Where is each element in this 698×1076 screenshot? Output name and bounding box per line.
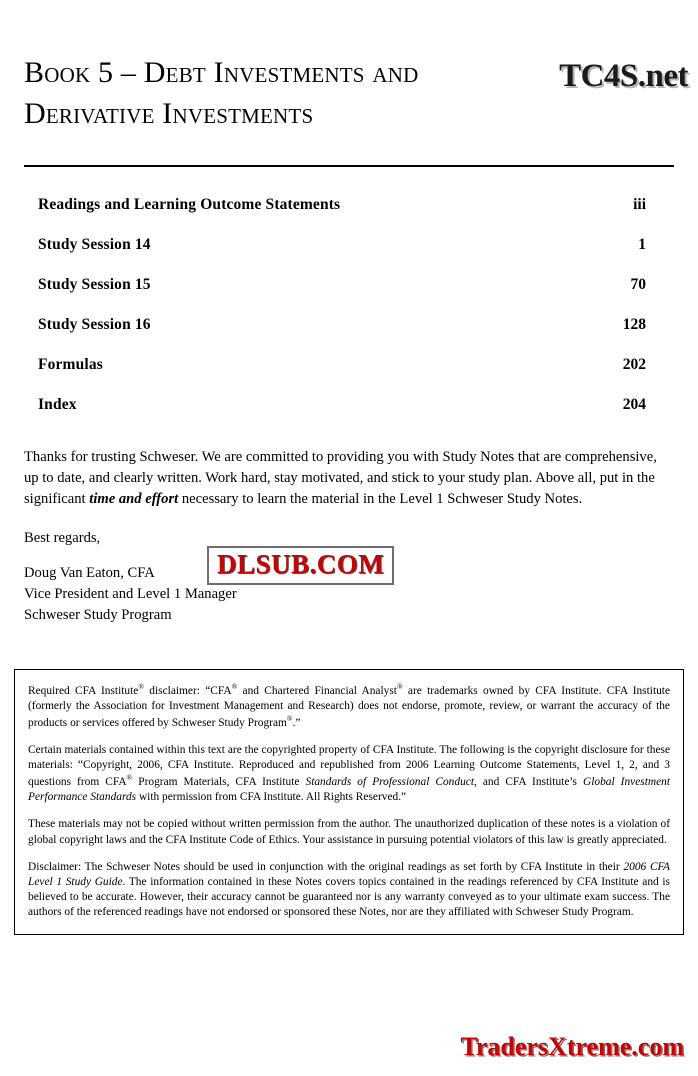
watermark-center: DLSUB.COM xyxy=(207,546,394,585)
disclaimer-p2-a: Certain materials contained within this text are the copyrighted property of CFA Institute. The following is the copyright disclosure for these materials: “Copyright, 2006, CFA Institute. Reproduced and republished from 2006 Learning Outcome Statements, Level 1, 2, and 3 questions from CFA xyxy=(28,744,670,789)
toc-row[interactable] xyxy=(38,225,660,265)
toc-page-number: 204 xyxy=(622,395,646,413)
toc-page-number: 70 xyxy=(630,275,646,293)
toc-page-number: 1 xyxy=(638,235,646,253)
toc-label: Study Session 15 xyxy=(38,275,151,293)
toc-row[interactable] xyxy=(38,185,660,225)
disclaimer-paragraph-4 xyxy=(28,860,670,921)
disclaimer-p2-f: with permission from CFA Institute. All Rights Reserved.” xyxy=(136,791,407,804)
watermark-top-right: TC4S.net xyxy=(559,58,688,94)
disclaimer-p1-a: Required CFA Institute xyxy=(28,684,139,697)
registered-mark-icon: ® xyxy=(231,682,238,691)
signature-organization: Schweser Study Program xyxy=(24,606,172,623)
toc-row[interactable] xyxy=(38,345,660,385)
letter-paragraph-part-2: necessary to learn the material in the Level 1 Schweser Study Notes. xyxy=(178,491,583,508)
disclaimer-p4-b: 2006 CFA Level 1 Study Guide xyxy=(28,860,670,888)
registered-mark-icon: ® xyxy=(396,682,403,691)
disclaimer-p2-d: , and CFA Institute’s xyxy=(473,776,583,789)
letter-paragraph-part-1: Thanks for trusting Schweser. We are committed to providing you with Study Notes that are comprehensive, up to date, and clearly written. Work hard, stay motivated, and stick to your study plan. Above all, put in the significant xyxy=(24,448,657,508)
registered-mark-icon: ® xyxy=(138,682,145,691)
toc-label: Study Session 14 xyxy=(38,235,151,253)
page-title-line-2: Derivative Investments xyxy=(24,97,314,131)
toc-label: Readings and Learning Outcome Statements xyxy=(38,195,341,213)
toc-page-number: 128 xyxy=(622,315,646,333)
toc-row[interactable] xyxy=(38,305,660,345)
signature-name: Doug Van Eaton, CFA xyxy=(24,565,155,582)
toc-label: Formulas xyxy=(38,355,103,373)
document-page xyxy=(0,52,698,1076)
signature-title: Vice President and Level 1 Manager xyxy=(24,585,237,602)
letter-paragraph xyxy=(24,447,674,510)
disclaimer-p2-c: Standards of Professional Conduct xyxy=(305,776,474,789)
disclaimer-p1-c: and Chartered Financial Analyst xyxy=(237,684,397,697)
disclaimer-p1-b: disclaimer: “CFA xyxy=(144,684,232,697)
toc-page-number: 202 xyxy=(622,355,646,373)
disclaimer-p2-e: Global Investment Performance Standards xyxy=(28,776,671,804)
toc-label: Index xyxy=(38,395,77,413)
disclaimer-p4-a: Disclaimer: The Schweser Notes should be used in conjunction with the original readings as set forth by CFA Institute in their xyxy=(28,860,624,873)
registered-mark-icon: ® xyxy=(126,773,133,783)
disclaimer-p1-e: .” xyxy=(292,716,301,729)
toc-label: Study Session 16 xyxy=(38,315,151,333)
table-of-contents xyxy=(38,185,660,425)
toc-row[interactable] xyxy=(38,385,660,425)
watermark-bottom-right: TradersXtreme.com xyxy=(460,1032,684,1061)
disclaimer-paragraph-2 xyxy=(28,743,670,805)
letter-paragraph-emphasis: time and effort xyxy=(89,491,179,508)
title-divider xyxy=(24,165,674,167)
toc-page-number: iii xyxy=(633,195,646,213)
disclaimer-box xyxy=(14,669,684,935)
toc-row[interactable] xyxy=(38,265,660,305)
registered-mark-icon: ® xyxy=(286,714,293,724)
letter-closing: Best regards, xyxy=(24,530,101,547)
disclaimer-p2-b: Program Materials, CFA Institute xyxy=(132,776,306,789)
page-title-line-1: Book 5 – Debt Investments and xyxy=(24,56,419,89)
disclaimer-p4-c: . The information contained in these Notes covers topics contained in the readings referenced by CFA Institute and is believed to be accurate. However, their accuracy cannot be guaranteed nor is any warranty conveyed as to your ultimate exam success. The authors of the referenced readings have not endorsed or sponsored these Notes, nor are they affiliated with Schweser Study Program. xyxy=(28,875,670,919)
disclaimer-paragraph-1 xyxy=(28,682,670,731)
disclaimer-p1-d: are trademarks owned by CFA Institute. CFA Institute (formerly the Association for Investment Management and Research) does not endorse, promote, review, or warrant the accuracy of the products or services offered by Schweser Study Program xyxy=(28,684,671,729)
disclaimer-paragraph-3: These materials may not be copied without written permission from the author. The unauthorized duplication of these notes is a violation of global copyright laws and the CFA Institute Code of Ethics. Your assistance in pursuing potential violators of this law is greatly appreciated. xyxy=(28,818,670,846)
